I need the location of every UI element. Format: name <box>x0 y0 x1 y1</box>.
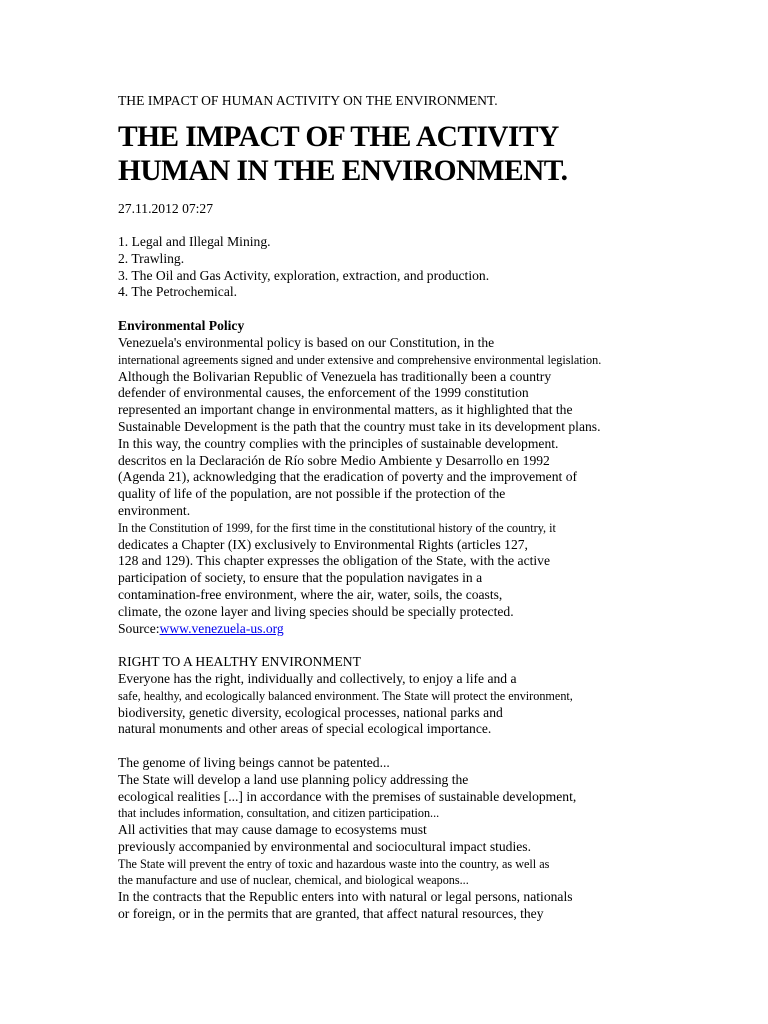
paragraph-line: climate, the ozone layer and living species should be specially protected. <box>118 603 514 619</box>
list-item: 4. The Petrochemical. <box>118 284 238 300</box>
paragraph-line: represented an important change in environmental matters, as it highlighted that the <box>118 402 573 418</box>
paragraph-line: In the contracts that the Republic enters into with natural or legal persons, nationals <box>118 889 573 905</box>
paragraph-line: that includes information, consultation, and citizen participation... <box>118 806 440 821</box>
document-title-line: THE IMPACT OF THE ACTIVITY <box>118 121 559 153</box>
paragraph-line: defender of environmental causes, the enforcement of the 1999 constitution <box>118 385 529 401</box>
section-heading: RIGHT TO A HEALTHY ENVIRONMENT <box>118 654 361 670</box>
paragraph-line: Everyone has the right, individually and collectively, to enjoy a life and a <box>118 670 517 686</box>
paragraph-line: natural monuments and other areas of special ecological importance. <box>118 721 492 737</box>
paragraph-line: biodiversity, genetic diversity, ecological processes, national parks and <box>118 704 503 720</box>
paragraph-line: All activities that may cause damage to ecosystems must <box>118 822 427 838</box>
topic-list <box>118 234 748 301</box>
paragraph-line: or foreign, or in the permits that are granted, that affect natural resources, they <box>118 906 544 922</box>
paragraph-line: The State will develop a land use planning policy addressing the <box>118 771 469 787</box>
paragraph-line: Sustainable Development is the path that the country must take in its development plans. <box>118 418 601 434</box>
paragraph-line: quality of life of the population, are not possible if the protection of the <box>118 486 506 502</box>
paragraph-line: Although the Bolivarian Republic of Venezuela has traditionally been a country <box>118 368 552 384</box>
paragraph-line: dedicates a Chapter (IX) exclusively to Environmental Rights (articles 127, <box>118 536 528 552</box>
paragraph-line: ecological realities [...] in accordance with the premises of sustainable development, <box>118 788 577 804</box>
paragraph-line: the manufacture and use of nuclear, chemical, and biological weapons... <box>118 873 469 888</box>
paragraph-line: The State will prevent the entry of toxic and hazardous waste into the country, as well as <box>118 856 550 871</box>
paragraph-line: safe, healthy, and ecologically balanced environment. The State will protect the environment, <box>118 688 573 703</box>
source-label: Source: <box>118 620 160 636</box>
document-title-line: HUMAN IN THE ENVIRONMENT. <box>118 155 568 187</box>
list-item: 2. Trawling. <box>118 250 185 266</box>
paragraph-line: environment. <box>118 502 191 518</box>
paragraph-line: The genome of living beings cannot be patented... <box>118 754 390 770</box>
paragraph-line: In the Constitution of 1999, for the first time in the constitutional history of the country, it <box>118 520 556 535</box>
publish-timestamp: 27.11.2012 07:27 <box>118 201 214 216</box>
paragraph-line: previously accompanied by environmental and sociocultural impact studies. <box>118 838 531 854</box>
paragraph-line: international agreements signed and under extensive and comprehensive environmental legislation. <box>118 352 602 367</box>
document-title <box>118 120 748 188</box>
paragraph-line: descritos en la Declaración de Río sobre Medio Ambiente y Desarrollo en 1992 <box>118 452 550 468</box>
paragraph-line: Venezuela's environmental policy is based on our Constitution, in the <box>118 334 495 350</box>
list-item: 1. Legal and Illegal Mining. <box>118 234 271 249</box>
environmental-policy-section <box>118 318 748 637</box>
source-line <box>118 621 748 638</box>
document-overline: THE IMPACT OF HUMAN ACTIVITY ON THE ENVIRONMENT. <box>118 93 498 108</box>
spacer <box>118 738 748 755</box>
list-item: 3. The Oil and Gas Activity, exploration, extraction, and production. <box>118 267 490 283</box>
paragraph-line: In this way, the country complies with the principles of sustainable development. <box>118 435 559 451</box>
paragraph-line: contamination-free environment, where the air, water, soils, the coasts, <box>118 586 503 602</box>
paragraph-line: (Agenda 21), acknowledging that the eradication of poverty and the improvement of <box>118 469 578 485</box>
paragraph-line: 128 and 129). This chapter expresses the obligation of the State, with the active <box>118 553 550 569</box>
source-link[interactable]: www.venezuela-us.org <box>159 620 284 636</box>
genome-section <box>118 755 748 923</box>
document-page <box>118 92 748 923</box>
healthy-environment-section <box>118 654 748 738</box>
section-heading: Environmental Policy <box>118 318 245 334</box>
paragraph-line: participation of society, to ensure that the population navigates in a <box>118 570 483 586</box>
spacer <box>118 637 748 654</box>
